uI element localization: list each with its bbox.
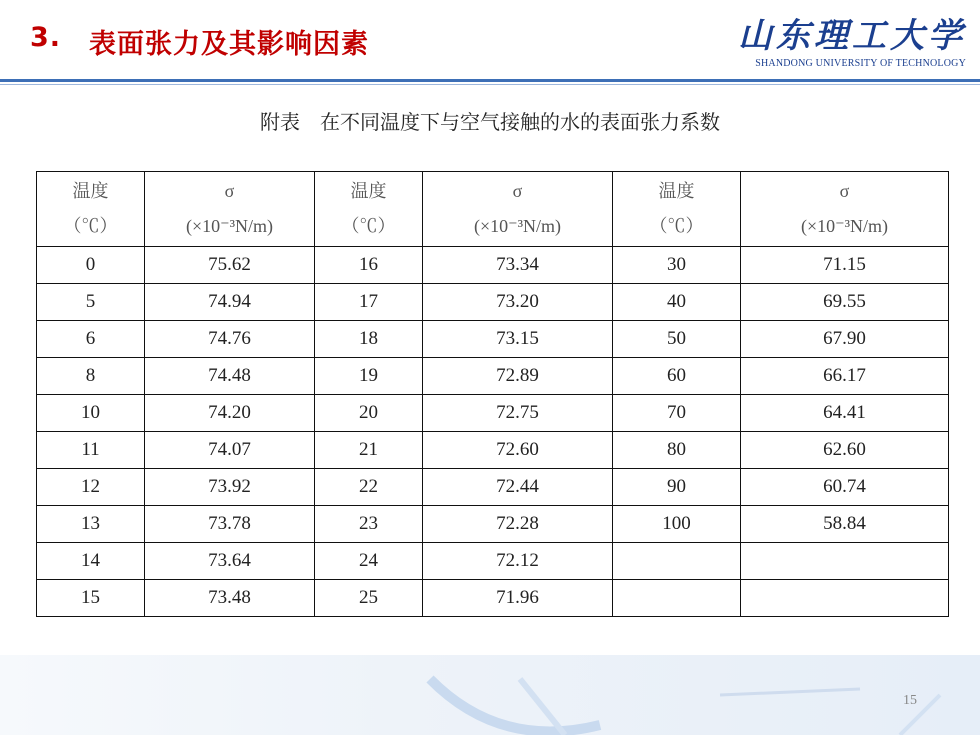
- table-cell: 12: [37, 469, 145, 506]
- table-row: [37, 395, 949, 432]
- table-cell: [613, 580, 741, 617]
- table-cell: 74.20: [145, 395, 315, 432]
- table-cell: 73.48: [145, 580, 315, 617]
- table-cell: 74.48: [145, 358, 315, 395]
- slide-title: [30, 22, 369, 61]
- table-cell: 0: [37, 247, 145, 284]
- table-row: [37, 506, 949, 543]
- table-cell: 64.41: [741, 395, 949, 432]
- table-cell: 40: [613, 284, 741, 321]
- table-cell: 14: [37, 543, 145, 580]
- university-logo: [738, 8, 970, 72]
- table-row: [37, 580, 949, 617]
- table-cell: 73.64: [145, 543, 315, 580]
- table-cell: 72.75: [423, 395, 613, 432]
- table-cell: 11: [37, 432, 145, 469]
- table-row: [37, 284, 949, 321]
- table-cell: 80: [613, 432, 741, 469]
- table-cell: 25: [315, 580, 423, 617]
- table-cell: 72.12: [423, 543, 613, 580]
- header-cell-sigma: σ (×10⁻³N/m): [741, 172, 949, 247]
- slide-title-text: 表面张力及其影响因素: [89, 29, 370, 60]
- table-cell: 70: [613, 395, 741, 432]
- header-cell-sigma: σ (×10⁻³N/m): [145, 172, 315, 247]
- caption-text: 在不同温度下与空气接触的水的表面张力系数: [320, 110, 720, 134]
- table-cell: 15: [37, 580, 145, 617]
- table-cell: 21: [315, 432, 423, 469]
- table-cell: 90: [613, 469, 741, 506]
- logo-calligraphy: 山东理工大学: [738, 16, 966, 56]
- table-cell: 74.07: [145, 432, 315, 469]
- table-cell: 24: [315, 543, 423, 580]
- table-cell: 18: [315, 321, 423, 358]
- table-cell: 30: [613, 247, 741, 284]
- table-header-row: [37, 172, 949, 247]
- table-cell: 16: [315, 247, 423, 284]
- table-row: [37, 321, 949, 358]
- table-cell: 20: [315, 395, 423, 432]
- table-row: [37, 247, 949, 284]
- table-row: [37, 469, 949, 506]
- header-cell-temperature: 温度 （℃）: [37, 172, 145, 247]
- table-cell: 72.28: [423, 506, 613, 543]
- table-cell: 23: [315, 506, 423, 543]
- surface-tension-table: [36, 171, 949, 617]
- table-cell: 60.74: [741, 469, 949, 506]
- table-cell: 73.20: [423, 284, 613, 321]
- table-cell: 75.62: [145, 247, 315, 284]
- table-cell: 10: [37, 395, 145, 432]
- table-cell: 13: [37, 506, 145, 543]
- table-cell: 22: [315, 469, 423, 506]
- slide-title-number: 3.: [30, 22, 62, 53]
- table-cell: 100: [613, 506, 741, 543]
- header-divider: [0, 79, 980, 82]
- table-cell: 5: [37, 284, 145, 321]
- header-cell-temperature: 温度 （℃）: [613, 172, 741, 247]
- table-cell: 73.15: [423, 321, 613, 358]
- table-cell: 73.78: [145, 506, 315, 543]
- table-cell: 6: [37, 321, 145, 358]
- table-row: [37, 543, 949, 580]
- table-cell: 73.92: [145, 469, 315, 506]
- table-cell: 62.60: [741, 432, 949, 469]
- table-cell: 67.90: [741, 321, 949, 358]
- table-cell: 69.55: [741, 284, 949, 321]
- table-cell: 72.60: [423, 432, 613, 469]
- table-cell: [613, 543, 741, 580]
- table-cell: 17: [315, 284, 423, 321]
- header-divider-thin: [0, 84, 980, 85]
- table-cell: 71.15: [741, 247, 949, 284]
- table-cell: 58.84: [741, 506, 949, 543]
- caption-lead: 附表: [260, 110, 300, 134]
- logo-subtitle: SHANDONG UNIVERSITY OF TECHNOLOGY: [755, 58, 966, 69]
- table-cell: 74.76: [145, 321, 315, 358]
- footer-background: [0, 655, 980, 735]
- table-cell: 19: [315, 358, 423, 395]
- table-cell: 72.44: [423, 469, 613, 506]
- table-row: [37, 432, 949, 469]
- table-cell: 60: [613, 358, 741, 395]
- table-cell: [741, 580, 949, 617]
- table-cell: 74.94: [145, 284, 315, 321]
- table-cell: 73.34: [423, 247, 613, 284]
- table-cell: 71.96: [423, 580, 613, 617]
- header-cell-sigma: σ (×10⁻³N/m): [423, 172, 613, 247]
- page-number: 15: [903, 693, 917, 708]
- header-cell-temperature: 温度 （℃）: [315, 172, 423, 247]
- footer-watermark-seal: [0, 655, 980, 735]
- table-caption: [0, 106, 980, 135]
- table-cell: 66.17: [741, 358, 949, 395]
- table-cell: 8: [37, 358, 145, 395]
- table-cell: 72.89: [423, 358, 613, 395]
- table-row: [37, 358, 949, 395]
- table-cell: 50: [613, 321, 741, 358]
- table-cell: [741, 543, 949, 580]
